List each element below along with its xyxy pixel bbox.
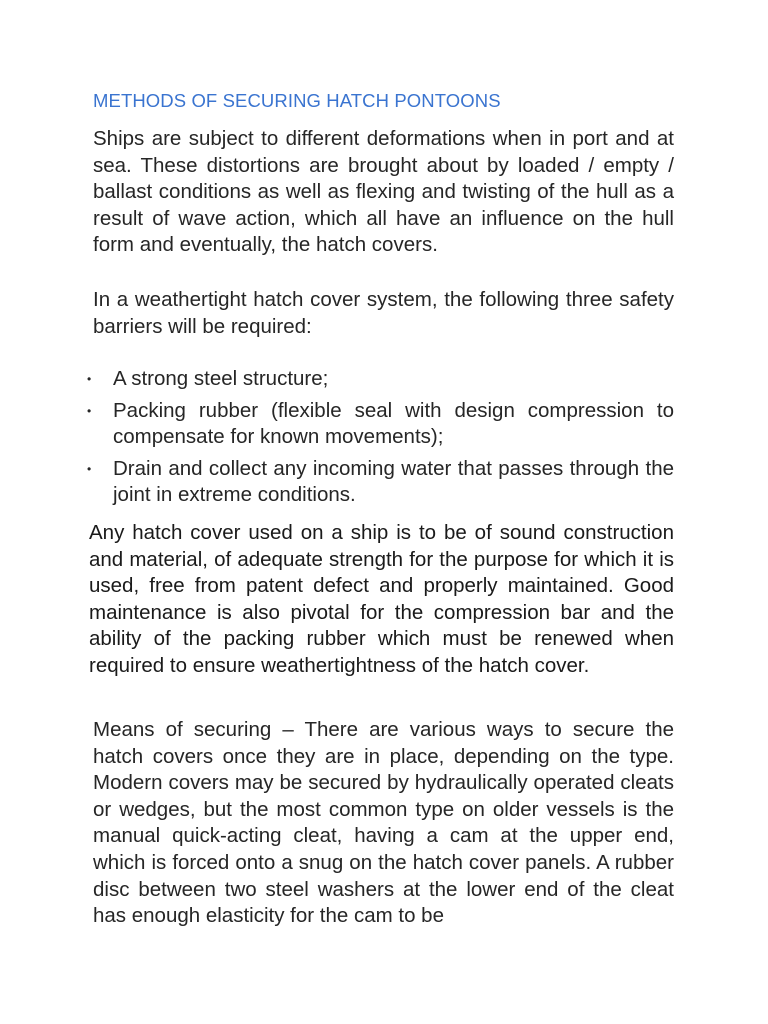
list-item-text: A strong steel structure; — [113, 367, 329, 390]
list-item — [87, 398, 674, 451]
bullet-icon: • — [87, 461, 92, 476]
bullet-icon: • — [87, 403, 92, 418]
paragraph-means-of-securing: Means of securing – There are various ways to secure the hatch covers once they are in place, depending on the type. Modern covers may be secured by hydraulically operated cleats or wedges, but the most common type on older vessels is the manual quick-acting cleat, having a cam at the upper end, which is forced onto a snug on the hatch cover panels. A rubber disc between two steel washers at the lower end of the cleat has enough elasticity for the cam to be — [93, 718, 674, 928]
document-heading: METHODS OF SECURING HATCH PONTOONS — [93, 90, 501, 111]
paragraph-deformations: Ships are subject to different deformations when in port and at sea. These distortions are brought about by loaded / empty / ballast conditions as well as flexing and twisting of the hull as a result of wave action, which all have an influence on the hull form and eventually, the hatch covers. — [93, 127, 674, 257]
list-item-text: Drain and collect any incoming water that passes through the joint in extreme conditions. — [113, 456, 674, 507]
safety-barrier-list — [87, 366, 674, 514]
list-item-text: Packing rubber (flexible seal with design compression to compensate for known movements); — [113, 398, 674, 449]
bullet-icon: • — [87, 372, 92, 386]
list-item — [87, 456, 674, 509]
paragraph-safety-barriers: In a weathertight hatch cover system, the following three safety barriers will be required: — [93, 288, 674, 338]
paragraph-hatch-cover-requirements: Any hatch cover used on a ship is to be of sound construction and material, of adequate strength for the purpose for which it is used, free from patent defect and properly maintained. Good maintenance is also pivotal for the compression bar and the ability of the packing rubber which must be renewed when required to ensure weathertightness of the hatch cover. — [89, 521, 674, 677]
list-item — [87, 366, 674, 393]
